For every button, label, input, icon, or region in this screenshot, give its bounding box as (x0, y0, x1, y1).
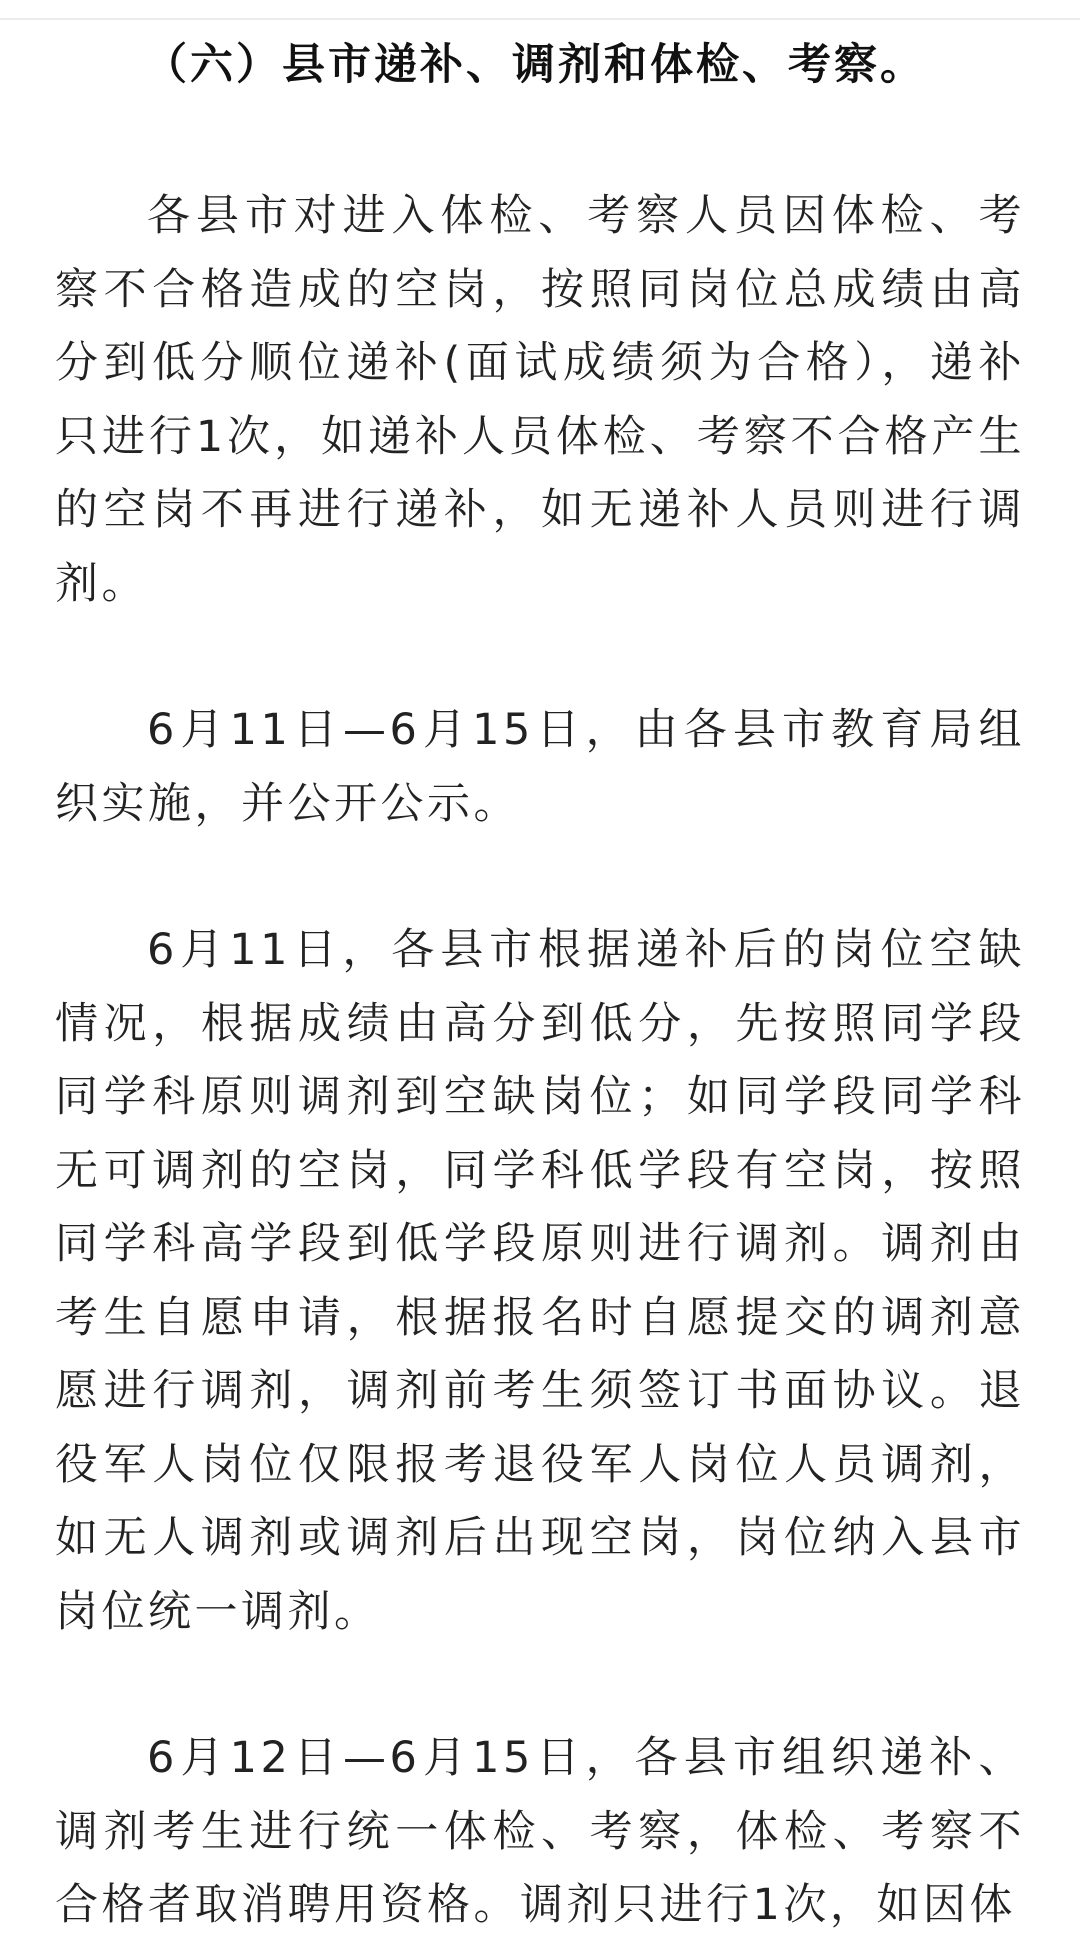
section-heading: （六）县市递补、调剂和体检、考察。 (144, 40, 926, 90)
spacer (55, 841, 1025, 914)
spacer (55, 1649, 1025, 1722)
top-divider (0, 18, 1080, 20)
paragraph-replacement-rules: 各县市对进入体检、考察人员因体检、考察不合格造成的空岗，按照同岗位总成绩由高分到低分顺位递补(面试成绩须为合格），递补只进行1次，如递补人员体检、考察不合格产生的空岗不再进行递补，如无递补人员则进行调剂。 (55, 191, 1025, 609)
spacer (55, 621, 1025, 694)
paragraph-exam-schedule: 6月12日—6月15日，各县市组织递补、调剂考生进行统一体检、考察，体检、考察不合格者取消聘用资格。调剂只进行1次，如因体 (55, 1733, 1025, 1930)
paragraph-adjustment-rules: 6月11日，各县市根据递补后的岗位空缺情况，根据成绩由高分到低分，先按照同学段同学科原则调剂到空缺岗位；如同学段同学科无可调剂的空岗，同学科低学段有空岗，按照同学科高学段到低学段原则进行调剂。调剂由考生自愿申请，根据报名时自愿提交的调剂意愿进行调剂，调剂前考生须签订书面协议。退役军人岗位仅限报考退役军人岗位人员调剂，如无人调剂或调剂后出现空岗，岗位纳入县市岗位统一调剂。 (55, 925, 1025, 1637)
paragraph-implementation-dates: 6月11日—6月15日，由各县市教育局组织实施，并公开公示。 (55, 705, 1025, 829)
spacer (55, 100, 1025, 180)
article-body (55, 30, 1025, 1943)
